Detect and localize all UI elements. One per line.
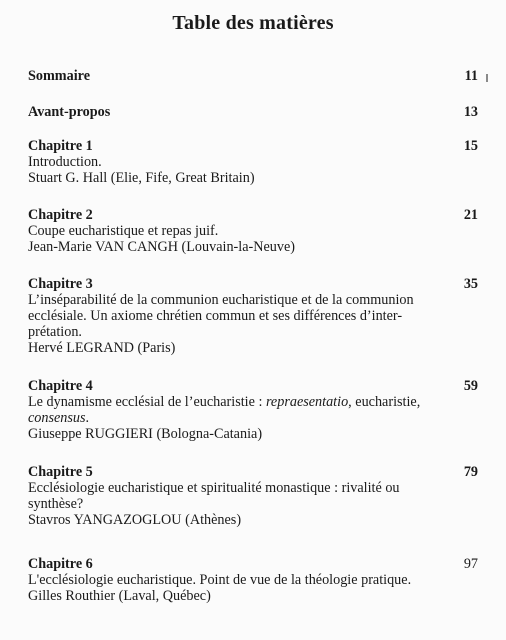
chapter-title-line [28,394,478,410]
toc-entry-chapitre-2[interactable] [28,207,478,255]
title-text: Le dynamisme ecclésial de l’eucharistie : [28,394,266,410]
entry-heading: Chapitre 6 [28,556,93,572]
page-number: 97 [463,556,478,572]
chapter-author: Jean-Marie VAN CANGH (Louvain-la-Neuve) [28,239,295,255]
page-number: 21 [463,207,478,223]
entry-heading: Chapitre 1 [28,138,93,154]
page-title: Table des matières [172,12,334,34]
toc-entry-avant-propos[interactable] [28,104,478,120]
entry-heading: Chapitre 2 [28,207,93,223]
entry-heading: Sommaire [28,68,90,84]
toc-entry-sommaire[interactable] [28,68,478,84]
entry-heading: Chapitre 4 [28,378,93,394]
entry-heading: Chapitre 5 [28,464,93,480]
page-number: 15 [463,138,478,154]
chapter-author: Stuart G. Hall (Elie, Fife, Great Britain) [28,170,255,186]
entry-heading: Chapitre 3 [28,276,93,292]
page-edge-mark [486,74,488,82]
chapter-author: Stavros YANGAZOGLOU (Athènes) [28,512,242,528]
chapter-title: L'ecclésiologie eucharistique. Point de vue de la théologie pratique. [28,572,412,588]
toc-entry-chapitre-3[interactable] [28,276,478,356]
chapter-title-line: prétation. [28,324,82,340]
toc-entry-chapitre-6[interactable] [28,556,478,604]
toc-entry-chapitre-1[interactable] [28,138,478,186]
title-italic-term: repraesentatio [265,394,349,410]
chapter-title-line: L’inséparabilité de la communion eucharistique et de la communion [28,292,414,308]
page-number: 13 [463,104,478,120]
chapter-title-line [28,410,478,426]
toc-entry-chapitre-5[interactable] [28,464,478,528]
page-number: 79 [463,464,478,480]
page-number: 11 [464,68,478,84]
chapter-title-line: Ecclésiologie eucharistique et spiritualité monastique : rivalité ou [28,480,400,496]
page-number: 35 [463,276,478,292]
title-text: , eucharistie, [348,394,421,410]
toc-entry-chapitre-4[interactable] [28,378,478,442]
chapter-author: Hervé LEGRAND (Paris) [28,340,176,356]
entry-heading: Avant-propos [28,104,111,120]
chapter-title-line: synthèse? [28,496,84,512]
title-text: . [85,410,90,426]
chapter-author: Gilles Routhier (Laval, Québec) [28,588,211,604]
chapter-author: Giuseppe RUGGIERI (Bologna-Catania) [28,426,263,442]
title-italic-term: consensus [28,410,86,426]
chapter-title: Coupe eucharistique et repas juif. [28,223,219,239]
page-number: 59 [463,378,478,394]
chapter-title: Introduction. [28,154,102,170]
chapter-title-line: ecclésiale. Un axiome chrétien commun et ses différences d’inter- [28,308,403,324]
